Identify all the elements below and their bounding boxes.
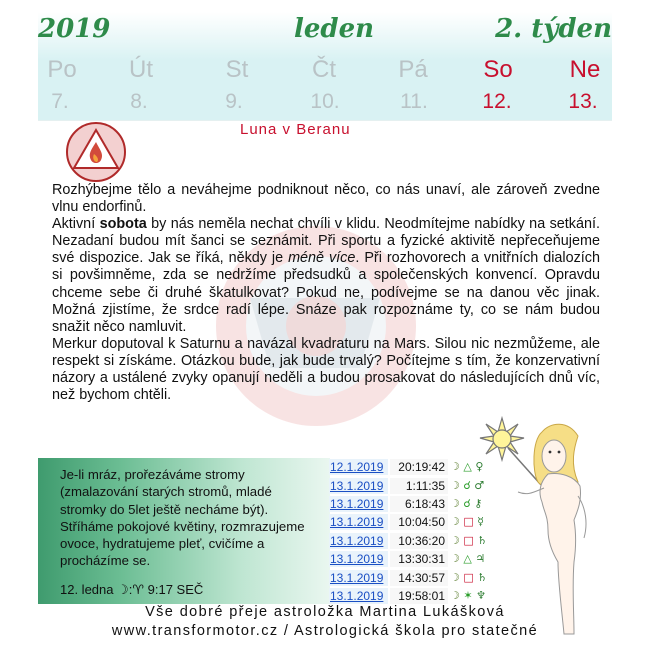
aspect-date-link[interactable]: 13.1.2019 <box>329 478 388 494</box>
aspect-date-link[interactable]: 13.1.2019 <box>329 551 388 567</box>
day-date-mon: 7. <box>51 90 69 113</box>
luna-title: Luna v Beranu <box>240 121 351 138</box>
aspect-row <box>329 568 488 586</box>
aspect-time: 14:30:57 <box>390 570 448 586</box>
day-date-wed: 9. <box>225 90 243 113</box>
aspect-time: 20:19:42 <box>390 459 448 475</box>
day-date-sat: 12. <box>482 90 512 113</box>
moon-symbol-icon: ☽ <box>450 478 460 492</box>
footer-links: www.transformotor.cz / Astrologická škola pro statečné <box>111 623 539 639</box>
advice-text <box>60 466 310 570</box>
day-name-fri: Pá <box>398 56 428 83</box>
aspect-date-link[interactable]: 13.1.2019 <box>329 588 388 604</box>
calendar-header <box>38 14 612 50</box>
aspect-time: 10:36:20 <box>390 533 448 549</box>
aspect-symbols <box>450 588 486 604</box>
aspect-row <box>329 495 483 513</box>
aspect-row <box>329 476 485 494</box>
day-name-thu: Čt <box>312 56 336 83</box>
body-p2-italic: méně více <box>288 250 356 267</box>
aspect-symbol-icon: △ <box>459 552 472 566</box>
aspect-row <box>329 550 486 568</box>
aspect-symbols <box>450 533 488 549</box>
body-paragraph-2 <box>52 216 600 336</box>
moon-ingress: 12. ledna ☽:♈ 9:17 SEČ <box>60 582 204 597</box>
aspect-date-link[interactable]: 13.1.2019 <box>329 496 388 512</box>
horoscope-text <box>52 182 600 404</box>
aspect-symbol-icon: □ <box>459 515 474 529</box>
planet-symbol-icon: ♄ <box>473 533 488 547</box>
planet-symbol-icon: ☿ <box>473 515 485 529</box>
day-date-fri: 11. <box>400 90 428 113</box>
day-name-tue: Út <box>129 56 153 83</box>
aspect-row <box>329 513 485 531</box>
advice-line-1: Je-li mráz, prořezáváme stromy (zmalazování starých stromů, mladé stromky do 5let ještě necháme být). <box>60 467 272 517</box>
aspect-symbols <box>450 496 483 512</box>
aspect-symbol-icon: ☌ <box>459 496 471 510</box>
aspect-symbols <box>450 514 485 530</box>
body-p2-bold: sobota <box>99 216 147 233</box>
aspect-time: 10:04:50 <box>390 514 448 530</box>
aspect-symbol-icon: ✶ <box>459 588 473 602</box>
aspect-symbol-icon: □ <box>459 533 474 547</box>
day-name-mon: Po <box>47 56 77 83</box>
aspect-row <box>329 587 486 605</box>
fire-element-icon <box>64 120 128 184</box>
aspect-date-link[interactable]: 13.1.2019 <box>329 570 388 586</box>
aspect-date-link[interactable]: 13.1.2019 <box>329 514 388 530</box>
planet-symbol-icon: ♆ <box>472 588 486 602</box>
moon-symbol-icon: ☽ <box>450 588 460 602</box>
aspect-date-link[interactable]: 13.1.2019 <box>329 533 388 549</box>
aspect-time: 6:18:43 <box>390 496 448 512</box>
day-name-sat: So <box>483 56 513 83</box>
aspect-time: 19:58:01 <box>390 588 448 604</box>
aspect-symbols <box>450 570 488 586</box>
moon-symbol-icon: ☽ <box>450 570 460 584</box>
moon-symbol-icon: ☽ <box>450 460 460 474</box>
year-label: 2019 <box>38 14 111 44</box>
aspect-row <box>329 532 488 550</box>
aspect-date-link[interactable]: 12.1.2019 <box>329 459 388 475</box>
body-paragraph-1: Rozhýbejme tělo a neváhejme podniknout něco, co nás unaví, ale zároveň zvedne vlnu endorfinů. <box>52 182 600 216</box>
aspect-symbols <box>450 478 485 494</box>
aspect-symbol-icon: △ <box>459 460 472 474</box>
body-paragraph-3: Merkur doputoval k Saturnu a navázal kvadraturu na Mars. Silou nic nezmůžeme, ale respekt si získáme. Otázkou bude, jak bude trvalý? Počítejme s tím, že konzervativní názory a ustálené zvyky opanují neděli a budou prosakovat do následujících dnů víc, než bychom chtěli. <box>52 335 600 404</box>
body-p2-start: Aktivní <box>52 216 100 233</box>
planet-symbol-icon: ♃ <box>471 552 486 566</box>
planet-symbol-icon: ♂ <box>470 478 485 492</box>
planet-symbol-icon: ♄ <box>473 570 488 584</box>
aspect-row <box>329 458 484 476</box>
planet-symbol-icon: ♀ <box>471 460 484 474</box>
day-name-sun: Ne <box>569 56 601 83</box>
aspect-time: 1:11:35 <box>390 478 448 494</box>
week-label: 2. týden <box>495 14 612 44</box>
planet-symbol-icon: ⚷ <box>470 496 483 510</box>
aspect-time: 13:30:31 <box>390 551 448 567</box>
body-p2-mid: by nás neměla nechat chvíli v klidu. Neodmítejme nabídky na setkání. Nezadaní budou mít šanci se seznámit. Při sportu a fyzické aktivitě nepřeceňujeme své dispozice. Jak se říká, někdy je <box>52 216 600 267</box>
body-p2-end: . Při rozhovorech a vnitřních dialozích si povšimněme, zda se nedržíme předsudků a společenských konvencí. Opravdu chceme sebe či druhé škatulkovat? Pokud ne, podívejme se na danou věc jinak. Možná zjistíme, že srdce radí lépe. Snáze pak rozpoznáme ty, co se nám budou snažit něco namluvit. <box>52 250 600 335</box>
moon-symbol-icon: ☽ <box>450 515 460 529</box>
day-date-tue: 8. <box>130 90 148 113</box>
aspect-symbols <box>450 459 484 475</box>
advice-line-2: Stříháme pokojové květiny, rozmrazujeme ovoce, hydratujeme pleť, cvičíme a procházíme se. <box>60 518 305 569</box>
month-label: leden <box>294 14 375 44</box>
day-date-sun: 13. <box>568 90 598 113</box>
day-date-thu: 10. <box>310 90 340 113</box>
moon-symbol-icon: ☽ <box>450 533 460 547</box>
aspect-symbol-icon: □ <box>459 570 474 584</box>
moon-symbol-icon: ☽ <box>450 552 460 566</box>
aspects-table <box>329 458 488 605</box>
moon-symbol-icon: ☽ <box>450 496 460 510</box>
aspect-symbols <box>450 551 486 567</box>
day-name-wed: St <box>225 56 249 83</box>
aspect-symbol-icon: ☌ <box>459 478 471 492</box>
footer-greeting: Vše dobré přeje astroložka Martina Lukášková <box>145 604 505 620</box>
